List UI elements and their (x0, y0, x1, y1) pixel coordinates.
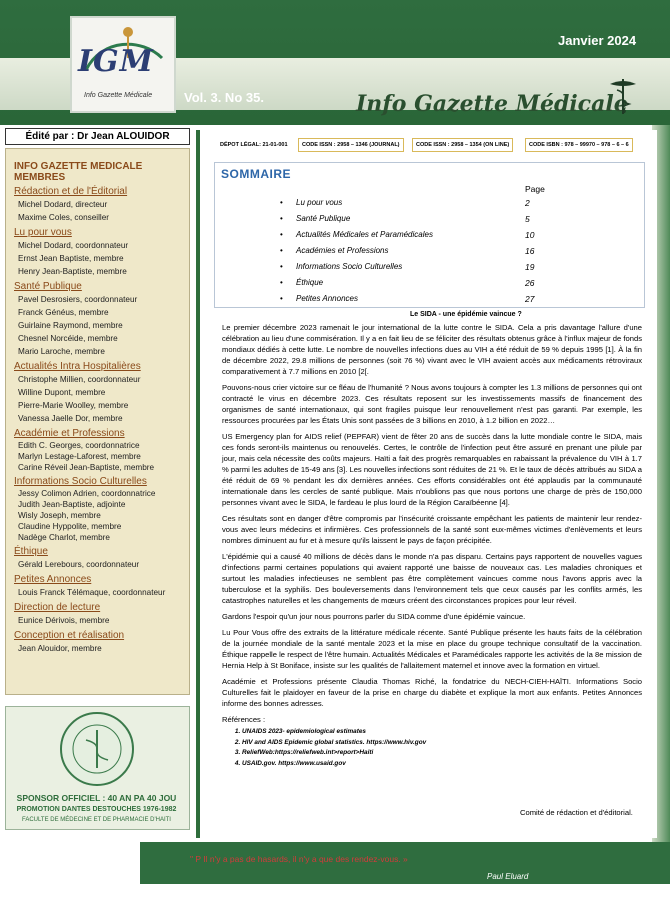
editor-credit: Édité par : Dr Jean ALOUIDOR (5, 128, 190, 145)
caduceus-icon (606, 76, 640, 116)
isbn-code: CODE ISBN : 978 – 99970 – 978 – 6 – 6 (525, 138, 633, 152)
sidebar-member: Claudine Hyppolite, membre (18, 522, 122, 531)
legal-codes (200, 136, 649, 154)
toc-item-label[interactable]: Lu pour vous (296, 198, 343, 207)
article-title: Le SIDA - une épidémie vaincue ? (410, 311, 522, 318)
toc-item-page: 5 (525, 214, 530, 224)
reference-item: 3. ReliefWeb:https://reliefweb.int>report>Haiti (242, 748, 642, 759)
sidebar-section-title: Rédaction et de l'Éditorial (14, 186, 128, 197)
toc-item-page: 26 (525, 278, 535, 288)
logo-text: IGM (78, 44, 154, 79)
sidebar-member: Wisly Joseph, membre (18, 511, 101, 520)
article-paragraph: US Emergency plan for AIDS relief (PEPFAR) vient de fêter 20 ans de succès dans la lutte mondiale contre le SIDA, mais ces fonds seront-ils maintenus ou renouvelés. Certes, le contrôle de l'infection peut être assuré en prenant une pilule par jour, mais cela nécessite des coûts majeurs. Haïti a fait des progrès remarquables en rabaissant la prévalence du VIH à 1.7 % parmi les adultes de 15-49 ans [3]. Les nouvelles infections sont réduites de 21 %. Et le taux de décès attribués au SIDA a été réduit de 69 % pendant les dix dernières années. Ces efforts considérables ont été applaudis par la communauté internationale dans les cercles de santé publique. Mais n'oublions pas que nous portons une charge de près de 150,000 personnes vivant avec le SIDA, le fardeau le plus lourd de la Région Caraïbéenne [4]. (222, 432, 643, 507)
sponsor-promotion: PROMOTION DANTES DESTOUCHES 1976-1982 (16, 806, 177, 813)
sidebar-section-title: Conception et réalisation (14, 630, 125, 641)
sidebar-member: Pavel Desrosiers, coordonnateur (18, 295, 138, 304)
sidebar-member: Henry Jean-Baptiste, membre (18, 267, 127, 276)
logo-subtitle: Info Gazette Médicale (84, 92, 153, 99)
sidebar-member: Michel Dodard, directeur (18, 200, 108, 209)
sidebar-member: Mario Laroche, membre (18, 347, 105, 356)
sidebar-member: Vanessa Jaelle Dor, membre (18, 414, 123, 423)
sidebar-section-title: Éthique (14, 546, 48, 557)
sidebar-section-title: Petites Annonces (14, 574, 92, 585)
bullet-icon: • (280, 198, 283, 207)
toc-item-page: 19 (525, 262, 535, 272)
reference-item: 2. HIV and AIDS Epidemic global statistics. https://www.hiv.gov (242, 738, 642, 749)
sidebar-heading: INFO GAZETTE MEDICALE MEMBRES (14, 161, 143, 183)
footer-author: Paul Eluard (487, 872, 529, 881)
issn-journal: CODE ISSN : 2958 – 1346 (JOURNAL) (298, 138, 404, 152)
toc-item-page: 27 (525, 294, 535, 304)
footer-quote: " P Il n'y a pas de hasards, il n'y a que des rendez-vous. » (190, 854, 408, 864)
article-paragraph: L'épidémie qui a causé 40 millions de décès dans le monde n'a pas disparu. Certains pays rapportent de nouvelles vagues d'infections parmi certaines populations qui avaient rapporté une baisse de nouveaux cas. Les maladies chroniques et surtout les maladies infectieuses ne semblent pas être complètement vaincues comme nous l'avons appris avec la tuberculose et la syphilis. Des bouleversements dans l'environnement tels que ceux causés par les conflits armés, les catastrophes naturelles et les changements de mœurs créent des circonstances propices pour leur réveil. (222, 552, 642, 605)
sidebar-member: Carine Réveil Jean-Baptiste, membre (18, 463, 155, 472)
sidebar-member: Michel Dodard, coordonnateur (18, 241, 129, 250)
toc-page-header: Page (525, 184, 545, 194)
reference-item: 1. UNAIDS 2023- epidemiological estimates (242, 727, 642, 738)
bullet-icon: • (280, 294, 283, 303)
members-sidebar (5, 148, 190, 695)
issue-date: Janvier 2024 (558, 33, 637, 48)
issue-volume: Vol. 3. No 35. (184, 90, 264, 105)
sidebar-member: Christophe Millien, coordonnateur (18, 375, 141, 384)
sidebar-member: Jean Alouidor, membre (18, 644, 102, 653)
sidebar-section-title: Lu pour vous (14, 227, 72, 238)
bullet-icon: • (280, 278, 283, 287)
article-paragraph: Le premier décembre 2023 ramenait le jour international de la lutte contre le SIDA. Cela a pris davantage l'allure d'une célébration au lieu d'une commisération. Il y a en fait lieu de se féliciter des résultats obtenus grâce à l'influx majeur de fonds mondiaux dédiés à cette lutte. Le nombre de nouvelles infections dues au VIH a été réduit de 59 % depuis 1995 [1]. À la fin de décembre 2022, 29.8 millions de personnes (soit 76 %) vivant avec le VIH avaient accès aux médicaments rétroviraux comparativement à 7.7 millions en 2010 [2[. (222, 323, 642, 376)
sidebar-member: Jessy Colimon Adrien, coordonnatrice (18, 489, 156, 498)
sidebar-member: Guirlaine Raymond, membre (18, 321, 123, 330)
article-paragraph: Gardons l'espoir qu'un jour nous pourrons parler du SIDA comme d'une épidémie vaincue. (222, 612, 526, 621)
sidebar-member: Nadège Charlot, membre (18, 533, 110, 542)
toc-item-page: 10 (525, 230, 535, 240)
toc-item-label[interactable]: Actualités Médicales et Paramédicales (296, 230, 433, 239)
sidebar-member: Ernst Jean Baptiste, membre (18, 254, 124, 263)
sidebar-section-title: Direction de lecture (14, 602, 101, 613)
bullet-icon: • (280, 230, 283, 239)
toc-item-label[interactable]: Académies et Professions (296, 246, 389, 255)
article-signature: Comité de rédaction et d'éditorial. (520, 808, 633, 817)
sidebar-member: Maxime Coles, conseiller (18, 213, 110, 222)
sidebar-member: Willine Dupont, membre (18, 388, 106, 397)
toc-title: SOMMAIRE (221, 167, 291, 181)
depot-legal: DÉPOT LÉGAL: 21-01-001 (220, 142, 288, 148)
sidebar-member: Louis Franck Télémaque, coordonnateur (18, 588, 166, 597)
bullet-icon: • (280, 262, 283, 271)
toc-item-label[interactable]: Éthique (296, 278, 324, 287)
faculty-seal-icon (58, 710, 136, 788)
toc-item-label[interactable]: Santé Publique (296, 214, 351, 223)
bullet-icon: • (280, 246, 283, 255)
sponsor-faculty: FACULTE DE MÉDECINE ET DE PHARMACIE D'HAITI (22, 817, 171, 823)
toc-item-page: 2 (525, 198, 530, 208)
references-list (242, 727, 642, 769)
sidebar-section-title: Informations Socio Culturelles (14, 476, 147, 487)
sidebar-member: Judith Jean-Baptiste, adjointe (18, 500, 126, 509)
sidebar-section-title: Actualités Intra Hospitalières (14, 361, 141, 372)
issn-online: CODE ISSN : 2958 – 1354 (ON LINE) (412, 138, 513, 152)
article-paragraph: Lu Pour Vous offre des extraits de la littérature médicale récente. Santé Publique présente les hauts faits de la célébration de la journée mondiale de la santé mentale 2023 et la mise en place du groupe technique consultatif de la vaccination. Éthique rappelle le respect de l'être humain. Actualités Médicales et Paramédicales rapporte les activités de la 8e mission de Hernia Help à St Boniface, insiste sur les qualités de l'allaitement maternel et innove avec la formation en virtuel. (222, 628, 642, 670)
sidebar-member: Pierre-Marie Woolley, membre (18, 401, 129, 410)
article-paragraph: Académie et Professions présente Claudia Thomas Riché, la fondatrice du NECH-CIEH-HAÏTI. Informations Socio Culturelles fait le plaidoyer en faveur de la prise en charge du diabète et explique la mort aux enfants. Petites Annonces informe des bonnes adresses. (222, 677, 642, 708)
sidebar-section-title: Santé Publique (14, 281, 82, 292)
reference-item: 4. USAID.gov. https://www.usaid.gov (242, 759, 642, 770)
sidebar-section-title: Académie et Professions (14, 428, 125, 439)
sidebar-member: Chesnel Norcéide, membre (18, 334, 118, 343)
sponsor-title: SPONSOR OFFICIEL : 40 AN PA 40 JOU (16, 793, 177, 803)
sidebar-member: Edith C. Georges, coordonnatrice (18, 441, 140, 450)
article-body (222, 322, 642, 769)
article-paragraph: Pouvons-nous crier victoire sur ce fléau de l'humanité ? Nous avons toujours à compter les 1.3 millions de personnes qui ont contracté le virus en décembre 2023. Ces résultats reposent sur les investissements massifs de financement des organismes de santé internationaux, qui sont fragiles puisque leur renouvellement n'est pas garanti. Par exemple, les ressources procurées par les États Unis sont passées de 3 billions en 2010, à 1.2 billion en 2022… (222, 383, 642, 425)
sidebar-member: Eunice Dérivois, membre (18, 616, 110, 625)
toc-item-label[interactable]: Informations Socio Culturelles (296, 262, 403, 271)
article-paragraph: Ces résultats sont en danger d'être compromis par l'insécurité croissante empêchant les patients de maintenir leur rendez-vous avec leurs médecins et infirmières. Ces professionnels de la santé sont eux-mêmes victimes d'enlèvements et leurs nombres diminuent au fur et à mesure qu'ils laissent le pays de façon précipitée. (222, 514, 642, 545)
sidebar-member: Gérald Lerebours, coordonnateur (18, 560, 140, 569)
sidebar-member: Franck Généus, membre (18, 308, 109, 317)
toc-item-page: 16 (525, 246, 535, 256)
toc-item-label[interactable]: Petites Annonces (296, 294, 358, 303)
bullet-icon: • (280, 214, 283, 223)
references-label: Références : (222, 715, 266, 724)
publication-title: Info Gazette Médicale (356, 91, 628, 117)
sidebar-member: Marlyn Lestage-Laforest, membre (18, 452, 141, 461)
